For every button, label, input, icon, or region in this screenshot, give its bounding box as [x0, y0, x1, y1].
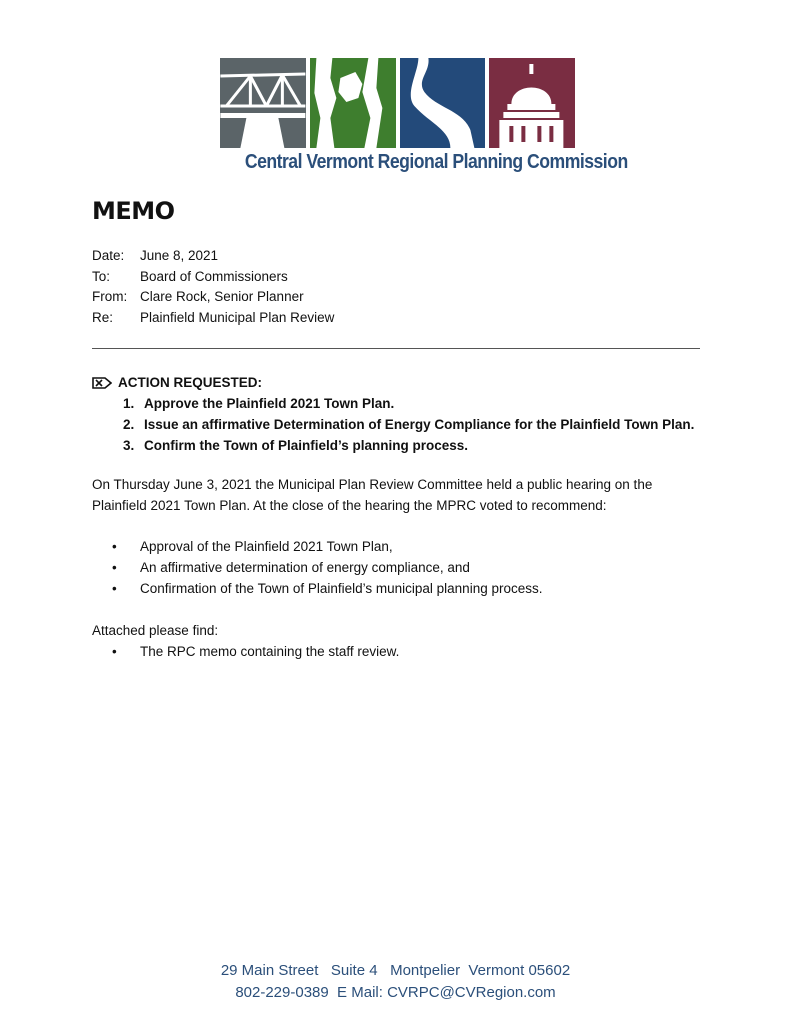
re-label: Re: [92, 309, 114, 325]
header-row-re [92, 308, 334, 329]
action-list [92, 393, 694, 456]
bullet-icon: • [112, 560, 117, 575]
recommendations-list [112, 536, 542, 599]
list-item [112, 536, 542, 557]
body-paragraph: On Thursday June 3, 2021 the Municipal Plan Review Committee held a public hearing on the Plainfield 2021 Town Plan. At the close of the hearing the MPRC voted to recommend: [92, 477, 653, 513]
river-icon [400, 58, 486, 148]
from-value: Clare Rock, Senior Planner [140, 289, 304, 304]
list-item [112, 578, 542, 599]
bullet-icon: • [112, 539, 117, 554]
organization-name: Central Vermont Regional Planning Commission [244, 150, 628, 173]
cvrpc-logo [220, 58, 628, 178]
list-item-text: Approval of the Plainfield 2021 Town Plan, [140, 539, 393, 554]
to-value: Board of Commissioners [140, 268, 288, 284]
date-label: Date: [92, 248, 125, 263]
vermont-map-icon [310, 58, 396, 148]
action-heading-text: ACTION REQUESTED: [118, 375, 263, 390]
divider [92, 348, 700, 349]
bullet-icon: • [112, 644, 117, 659]
capitol-dome-icon [489, 58, 575, 148]
logo-panels [220, 58, 575, 148]
header-row-from [92, 287, 334, 308]
from-label: From: [92, 289, 128, 304]
footer-address: 29 Main Street Suite 4 Montpelier Vermont 05602 [220, 962, 571, 979]
list-item-text: Confirmation of the Town of Plainfield’s municipal planning process. [140, 581, 543, 596]
footer-contact: 802-229-0389 E Mail: CVRPC@CVRegion.com [235, 984, 556, 1001]
checkbox-x-icon [92, 377, 112, 389]
to-label: To: [92, 268, 111, 284]
attached-label: Attached please find: [92, 623, 219, 638]
action-item: 3. Confirm the Town of Plainfield’s planning process. [138, 435, 694, 456]
memo-header [92, 246, 334, 328]
list-item [112, 557, 542, 578]
action-heading [92, 372, 694, 393]
attachment-text: The RPC memo containing the staff review. [140, 644, 400, 659]
date-value: June 8, 2021 [140, 248, 219, 263]
action-requested [92, 372, 694, 456]
bridge-icon [220, 58, 306, 148]
footer [0, 960, 791, 1004]
re-value: Plainfield Municipal Plan Review [140, 309, 335, 325]
memo-title: MEMO [92, 197, 175, 225]
bullet-icon: • [112, 581, 117, 596]
attachments-section [92, 620, 399, 662]
list-item-text: An affirmative determination of energy compliance, and [140, 560, 470, 575]
action-item: 2. Issue an affirmative Determination of Energy Compliance for the Plainfield Town Plan. [138, 414, 694, 435]
action-item: 1. Approve the Plainfield 2021 Town Plan. [138, 393, 694, 414]
list-item [112, 641, 399, 662]
header-row-to [92, 267, 334, 288]
header-row-date [92, 246, 334, 267]
